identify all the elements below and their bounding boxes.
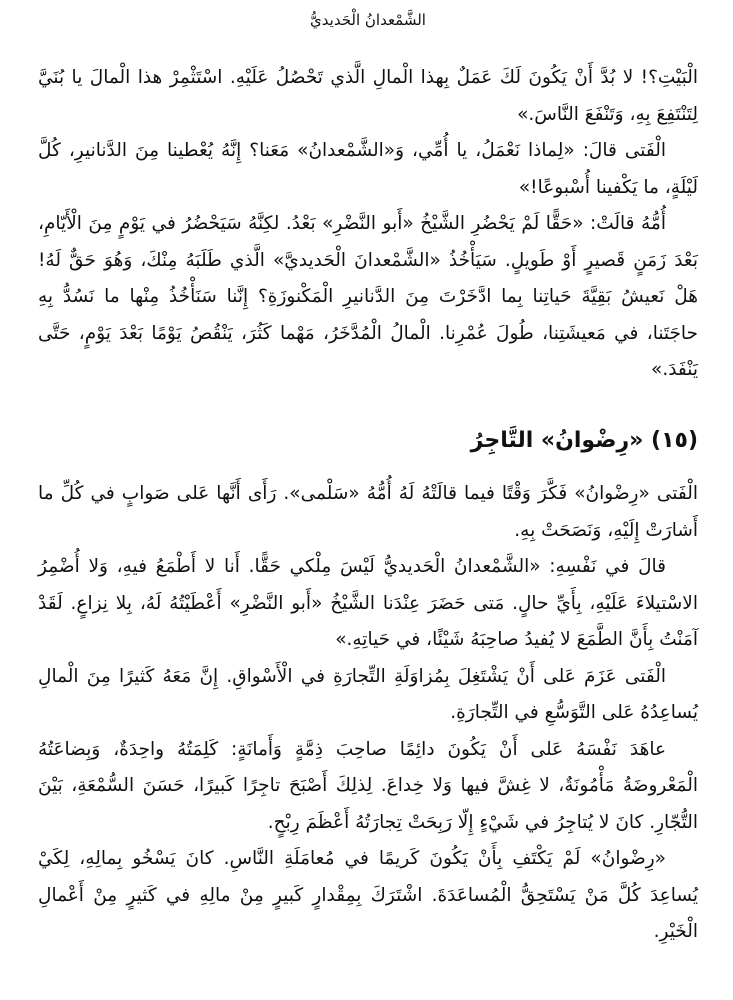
paragraph-ridwan-trade: الْفَتى عَزَمَ عَلى أَنْ يَشْتَغِلَ بِمُزاوَلَةِ التِّجارَةِ في الْأَسْواقِ. إِنَّ مَعَهُ كَثيرًا مِنَ الْمالِ يُساعِدُهُ عَلى التَّوَسُّعِ في التِّجارَةِ. <box>38 665 698 723</box>
paragraph-mother-replies: أُمُّهُ قالَتْ: «حَقًّا لَمْ يَحْضُرِ الشَّيْخُ «أَبو النَّضْرِ» بَعْدُ. لكِنَّهُ سَيَحْضُرُ في يَوْمٍ مِنَ الْأَيّامِ، بَعْدَ زَمَنٍ قَصيرٍ أَوْ طَويلٍ. سَيَأْخُذُ «الشَّمْعدانَ الْحَديديَّ» الَّذي طَلَبَهُ مِنْكَ، وَهُوَ حَقٌّ لَهُ! هَلْ نَعيشُ بَقِيَّةَ حَياتِنا بِما ادَّخَرْتَ مِنَ الدَّنانيرِ الْمَكْنوزَةِ؟ إِنَّنا سَنَأْخُذُ مِنْها ما نَسُدُّ بِهِ حاجَتَنا، في مَعيشَتِنا، طُولَ عُمْرِنا. الْمالُ الْمُدَّخَرُ، مَهْما كَثُرَ، يَنْقُصُ يَوْمًا بَعْدَ يَوْمٍ، حَتَّى يَنْفَدَ.» <box>38 213 698 380</box>
book-page <box>38 0 698 1000</box>
paragraph-ridwan-generosity: «رِضْوانُ» لَمْ يَكْتَفِ بِأَنْ يَكُونَ كَريمًا في مُعامَلَةِ النَّاسِ. كانَ يَسْخُو بِمالِهِ، لِكَيْ يُساعِدَ كُلَّ مَنْ يَسْتَحِقُّ الْمُساعَدَةَ. اشْتَرَكَ بِمِقْدارٍ كَبيرٍ مِنْ مالِهِ في كَثيرٍ مِنْ أَعْمالِ الْخَيْرِ. <box>38 848 698 942</box>
paragraph-continuation: الْبَيْتِ؟! لا بُدَّ أَنْ يَكُونَ لَكَ عَمَلٌ بِهذا الْمالِ الَّذي تَحْصُلُ عَلَيْهِ. اسْتَثْمِرْ هذا الْمالَ يا بُنَيَّ لِتَنْتَفِعَ بِهِ، وَتَنْفَعَ النَّاسَ.» <box>38 67 698 125</box>
paragraph-ridwan-honesty: عاهَدَ نَفْسَهُ عَلى أَنْ يَكُونَ دائِمًا صاحِبَ ذِمَّةٍ وَأَمانَةٍ: كَلِمَتُهُ واحِدَةٌ، وَبِضاعَتُهُ الْمَعْروضَةُ مَأْمُونَةٌ، لا غِشَّ فيها وَلا خِداعَ. لِذلِكَ أَصْبَحَ تاجِرًا كَبيرًا، حَسَنَ السُّمْعَةِ، بَيْنَ التُّجّارِ. كانَ لا يُتاجِرُ في شَيْءٍ إِلّا رَبِحَتْ تِجارَتُهُ أَعْظَمَ رِبْحٍ. <box>38 738 698 833</box>
paragraph-ridwan-thinks: الْفَتى «رِضْوانُ» فَكَّرَ وَقْتًا فيما قالَتْهُ لَهُ أُمُّهُ «سَلْمى». رَأَى أَنَّها عَلى صَوابٍ في كُلِّ ما أَشارَتْ إِلَيْهِ، وَنَصَحَتْ بِهِ. <box>38 483 698 541</box>
running-header: الشَّمْعدانُ الْحَديديُّ <box>310 11 426 29</box>
section-story-continuation <box>38 60 698 389</box>
paragraph-boy-replies: الْفَتى قالَ: «لِماذا نَعْمَلُ، يا أُمِّي، وَ«الشَّمْعدانُ» مَعَنا؟ إِنَّهُ يُعْطينا مِنَ الدَّنانيرِ، كُلَّ لَيْلَةٍ، ما يَكْفينا أُسْبوعًا!» <box>38 140 698 198</box>
section-chapter-body <box>38 476 698 951</box>
paragraph-ridwan-self-talk: قالَ في نَفْسِهِ: «الشَّمْعدانُ الْحَديديُّ لَيْسَ مِلْكي حَقًّا. أَنا لا أَطْمَعُ فيهِ، وَلا أُضْمِرُ الاسْتيلاءَ عَلَيْهِ، بِأَيِّ حالٍ. مَتى حَضَرَ عِنْدَنا الشَّيْخُ «أَبو النَّضْرِ» أَعْطَيْتُهُ لَهُ، بِلا نِزاعٍ. لَقَدْ آمَنْتُ بِأَنَّ الطَّمَعَ لا يُفيدُ صاحِبَهُ شَيْئًا، في حَياتِهِ.» <box>38 556 698 650</box>
chapter-heading: (١٥) «رِضْوانُ» التَّاجِرُ <box>470 428 698 453</box>
